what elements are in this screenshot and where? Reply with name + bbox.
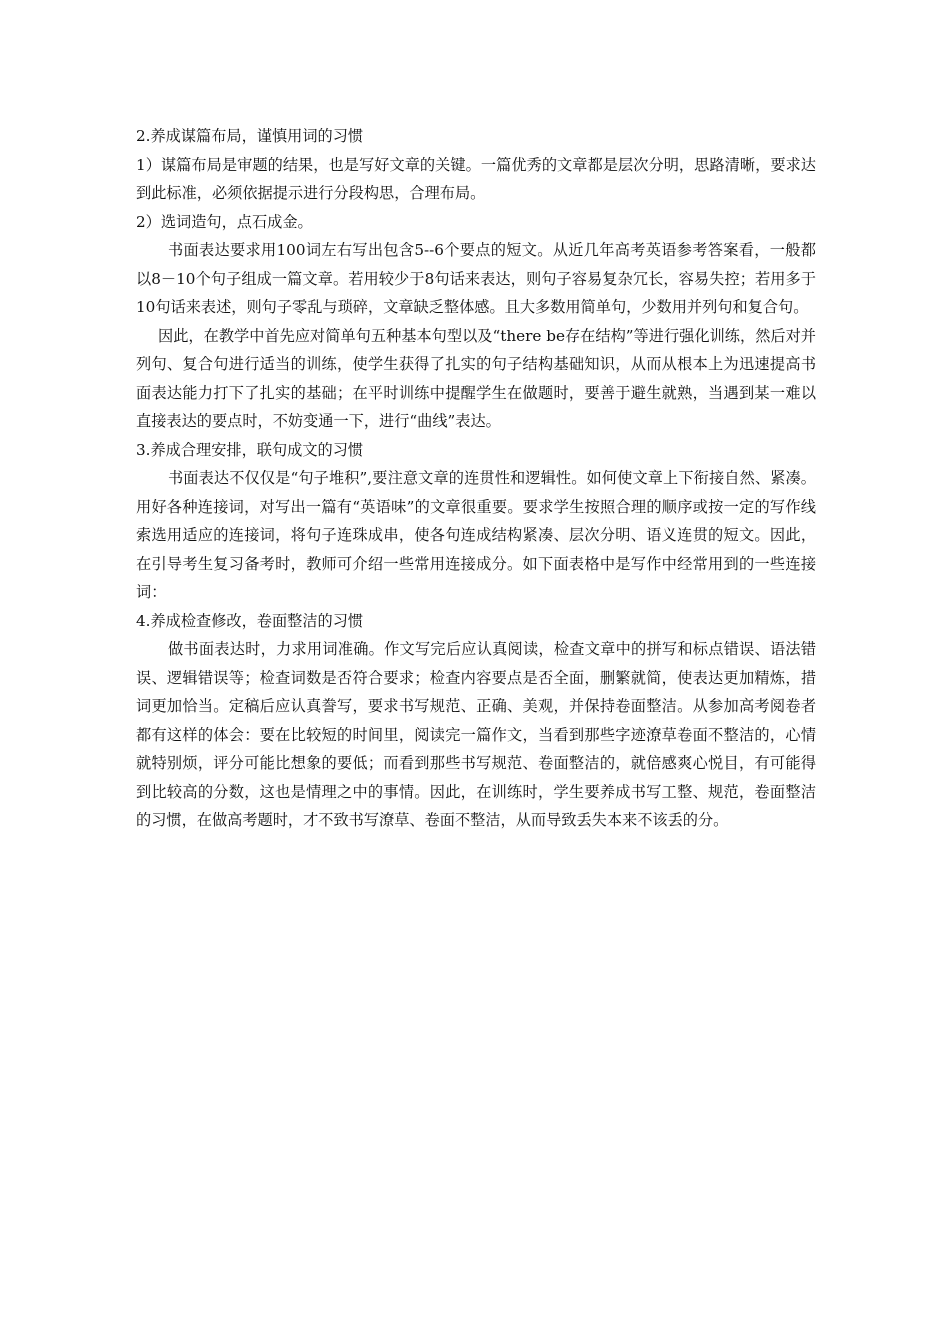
section-2-item-1: 1）谋篇布局是审题的结果，也是写好文章的关键。一篇优秀的文章都是层次分明，思路清晰，要求达到此标准，必须依据提示进行分段构思，合理布局。	[136, 155, 816, 202]
section-3-paragraph-1: 书面表达不仅仅是“句子堆积”,要注意文章的连贯性和逻辑性。如何使文章上下衔接自然、紧凑。用好各种连接词，对写出一篇有“英语味”的文章很重要。要求学生按照合理的顺序或按一定的写作线索选用适应的连接词，将句子连珠成串，使各句连成结构紧凑、层次分明、语义连贯的短文。因此，在引导考生复习备考时，教师可介绍一些常用连接成分。如下面表格中是写作中经常用到的一些连接词：	[136, 469, 816, 601]
section-2-paragraph-1: 书面表达要求用100词左右写出包含5--6个要点的短文。从近几年高考英语参考答案看，一般都以8－10个句子组成一篇文章。若用较少于8句话来表达，则句子容易复杂冗长，容易失控；若用多于10句话来表述，则句子零乱与琐碎，文章缺乏整体感。且大多数用简单句，少数用并列句和复合句。	[136, 241, 816, 316]
section-4-heading: 4.养成检查修改，卷面整洁的习惯	[136, 611, 364, 630]
document-page	[136, 122, 816, 835]
section-2-heading: 2.养成谋篇布局，谨慎用词的习惯	[136, 127, 364, 145]
section-2-paragraph-2: 因此，在教学中首先应对简单句五种基本句型以及“there be存在结构”等进行强化训练，然后对并列句、复合句进行适当的训练，使学生获得了扎实的句子结构基础知识，从而从根本上为迅速提高书面表达能力打下了扎实的基础；在平时训练中提醒学生在做题时，要善于避生就熟，当遇到某一难以直接表达的要点时，不妨变通一下，进行“曲线”表达。	[136, 326, 816, 430]
section-2-item-2: 2）选词造句，点石成金。	[136, 212, 313, 231]
section-4-paragraph-1: 做书面表达时，力求用词准确。作文写完后应认真阅读，检查文章中的拼写和标点错误、语法错误、逻辑错误等；检查词数是否符合要求；检查内容要点是否全面，删繁就简，使表达更加精炼，措词更加恰当。定稿后应认真誊写，要求书写规范、正确、美观，并保持卷面整洁。从参加高考阅卷者都有这样的体会：要在比较短的时间里，阅读完一篇作文，当看到那些字迹潦草卷面不整洁的，心情就特别烦，评分可能比想象的要低；而看到那些书写规范、卷面整洁的，就倍感爽心悦目，有可能得到比较高的分数，这也是情理之中的事情。因此，在训练时，学生要养成书写工整、规范，卷面整洁的习惯，在做高考题时，才不致书写潦草、卷面不整洁，从而导致丢失本来不该丢的分。	[136, 640, 816, 829]
section-3-heading: 3.养成合理安排，联句成文的习惯	[136, 440, 364, 459]
